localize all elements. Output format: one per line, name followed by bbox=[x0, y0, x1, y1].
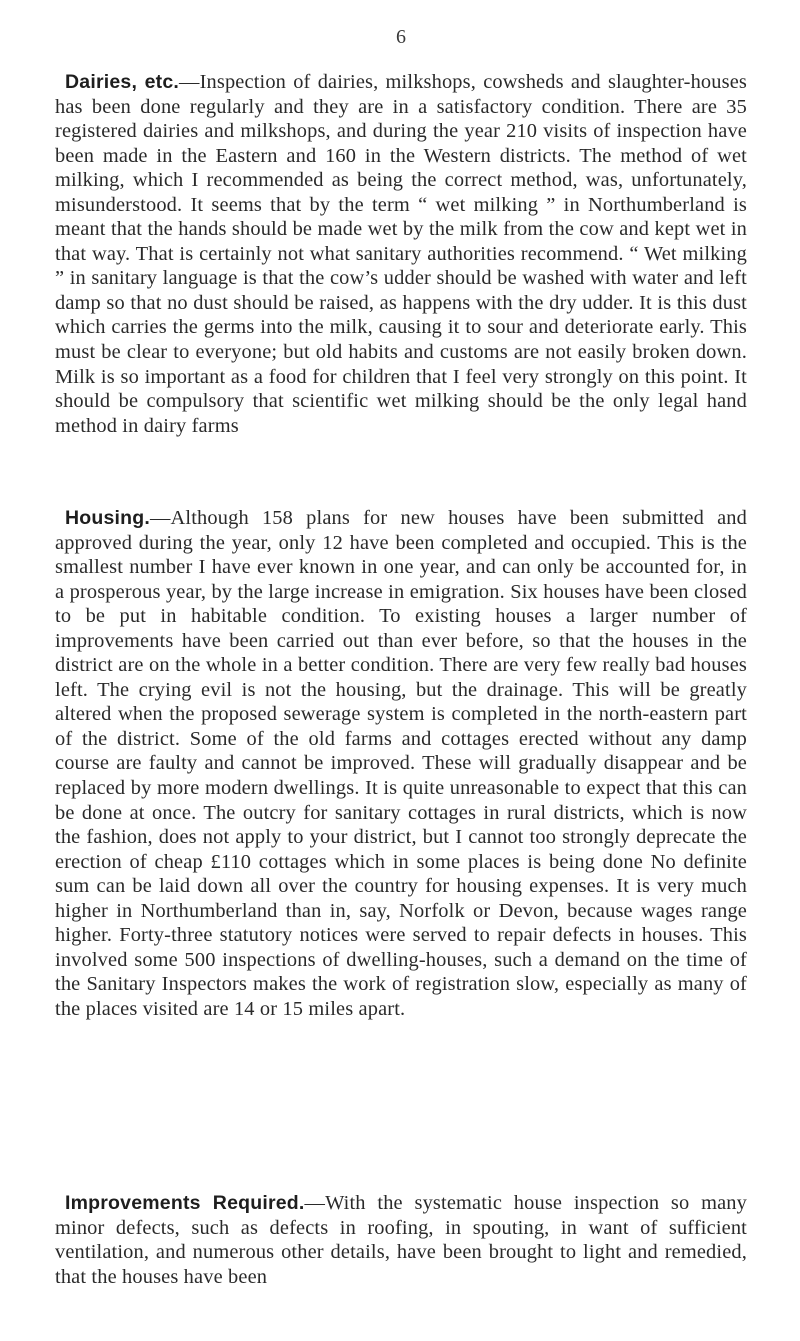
heading-dairies: Dairies, etc. bbox=[65, 71, 180, 93]
body-improvements: —With the systematic house inspection so many minor defects, such as defects in roofing, in spouting, in want of sufficient ventilation, and numerous other details, have been brought to light and remedied, that the houses have been bbox=[55, 1192, 748, 1288]
heading-improvements: Improvements Required. bbox=[65, 1192, 305, 1214]
section-improvements bbox=[55, 1191, 747, 1289]
page-number: 6 bbox=[396, 26, 406, 48]
paragraph-housing bbox=[55, 506, 747, 1021]
section-housing bbox=[55, 506, 747, 1021]
heading-housing: Housing. bbox=[65, 507, 151, 529]
section-dairies bbox=[55, 70, 747, 438]
body-housing: —Although 158 plans for new houses have been submitted and approved during the year, only 12 have been completed and occupied. This is the smallest number I have ever known in one year, and can only be accounted for, in a prosperous year, by the large increase in emigration. Six houses have been closed to be put in habitable condition. To existing houses a larger number of improvements have been carried out than ever before, so that the houses in the district are on the whole in a better condition. There are very few really bad houses left. The crying evil is not the housing, but the drainage. This will be greatly altered when the proposed sewerage system is completed in the north-eastern part of the district. Some of the old farms and cottages erected without any damp course are faulty and cannot be improved. These will gradually disappear and be replaced by more modern dwellings. It is quite unreasonable to expect that this can be done at once. The outcry for sanitary cottages in rural districts, which is now the fashion, does not apply to your district, but I cannot too strongly deprecate the erection of cheap £110 cottages which in some places is being done No definite sum can be laid down all over the country for housing expenses. It is very much higher in Northumberland than in, say, Norfolk or Devon, because wages range higher. Forty-three statutory notices were served to repair defects in houses. This involved some 500 inspections of dwelling-houses, such a demand on the time of the Sanitary Inspectors makes the work of registration slow, especially as many of the places visited are 14 or 15 miles apart. bbox=[55, 507, 747, 1020]
paragraph-improvements bbox=[55, 1191, 747, 1289]
body-dairies: —Inspection of dairies, milkshops, cowsheds and slaughter-houses has been done regularly and they are in a satisfactory condition. There are 35 registered dairies and milkshops, and during the year 210 visits of inspection have been made in the Eastern and 160 in the Western districts. The method of wet milking, which I recommended as being the correct method, was, unfortunately, misunderstood. It seems that by the term “ wet milking ” in Northumberland is meant that the hands should be made wet by the milk from the cow and kept wet in that way. That is certainly not what sanitary authorities recommend. “ Wet milking ” in sanitary language is that the cow’s udder should be washed with water and left damp so that no dust should be raised, as happens with the dry udder. It is this dust which carries the germs into the milk, causing it to sour and deteriorate early. This must be clear to everyone; but old habits and customs are not easily broken down. Milk is so important as a food for children that I feel very strongly on this point. It should be compulsory that scientific wet milking should be the only legal hand method in dairy farms bbox=[55, 71, 747, 437]
paragraph-dairies bbox=[55, 70, 747, 438]
